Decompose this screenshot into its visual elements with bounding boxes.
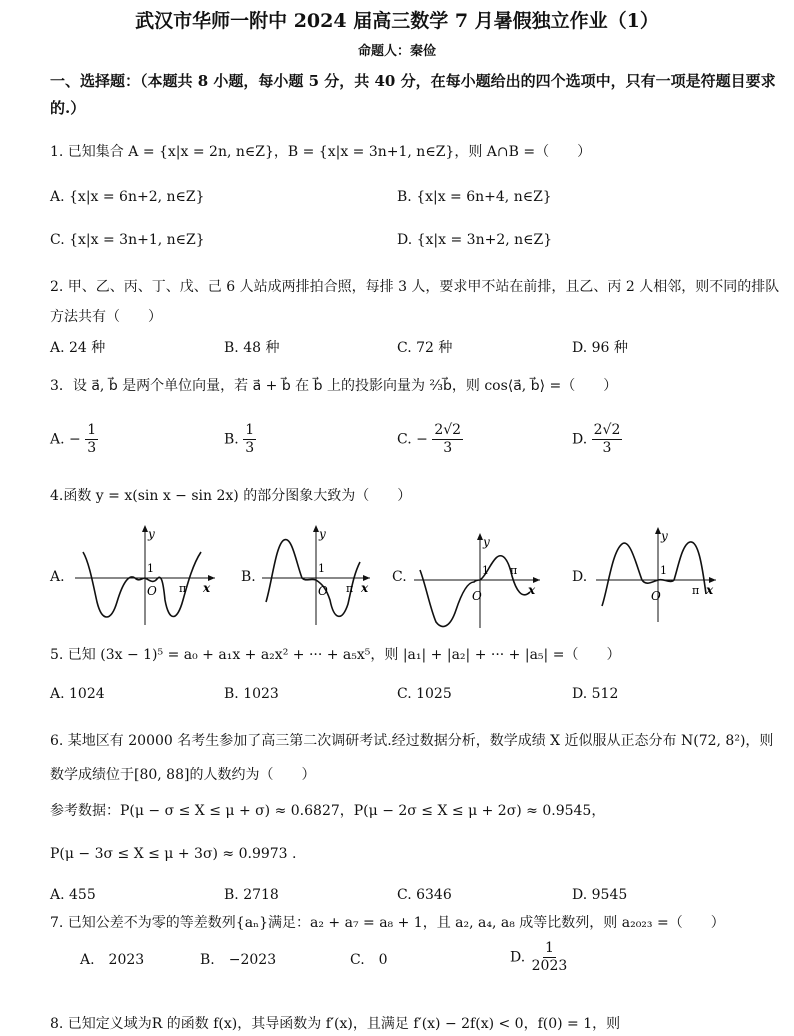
q4-graph-d xyxy=(596,524,720,624)
q4-b-origin: O xyxy=(318,584,328,598)
question-4-stem: 4.函数 y = x(sin x − sin 2x) 的部分图象大致为（ ） xyxy=(50,488,412,504)
question-6-stem: 6. 某地区有 20000 名考生参加了高三第二次调研考试.经过数据分析，数学成绩 X 近似服从正态分布 N(72, 8²)，则数学成绩位于[80, 88]的人数约为（ ） xyxy=(50,733,774,783)
q4-c-origin: O xyxy=(472,589,482,603)
q4-option-b-label: B. xyxy=(241,569,256,585)
page-title: 武汉市华师一附中 2024 届高三数学 7 月暑假独立作业（1） xyxy=(135,10,659,32)
question-7-stem: 7. 已知公差不为零的等差数列{aₙ}满足：a₂ + a₇ = a₈ + 1，且 a₂, a₄, a₈ 成等比数列，则 a₂₀₂₃ =（ ） xyxy=(50,915,725,931)
q4-d-y-label: y xyxy=(661,529,668,543)
q6-option-c: C. 6346 xyxy=(397,887,452,903)
q4-a-tick-one: 1 xyxy=(147,562,154,575)
q5-option-d: D. 512 xyxy=(572,686,619,702)
q4-option-c-label: C. xyxy=(392,569,407,585)
q4-c-x-label: x xyxy=(528,583,536,597)
q4-option-a-label: A. xyxy=(50,569,65,585)
q4-b-y-label: y xyxy=(319,527,326,541)
q4-b-x-label: x xyxy=(361,581,369,595)
q4-d-origin: O xyxy=(651,589,661,603)
q7-option-d: D. $\frac{1}{2023}$ xyxy=(510,940,568,974)
q4-c-tick-one: 1 xyxy=(482,564,489,577)
q1-option-c: C. {x|x = 3n+1, n∈Z} xyxy=(50,232,205,248)
q4-option-d-label: D. xyxy=(572,569,588,585)
author-line: 命题人：秦俭 xyxy=(357,44,436,59)
q3-option-c: C. − $\frac{2√2}{3}$ xyxy=(397,422,462,456)
q5-option-a: A. 1024 xyxy=(50,686,105,702)
q3-option-d: D. $\frac{2√2}{3}$ xyxy=(572,422,621,456)
q4-c-y-label: y xyxy=(483,535,490,549)
question-2-stem: 2. 甲、乙、丙、丁、戊、己 6 人站成两排拍合照，每排 3 人，要求甲不站在前排，且乙、丙 2 人相邻，则不同的排队方法共有（ ） xyxy=(50,279,780,325)
q2-option-a: A. 24 种 xyxy=(50,340,106,356)
question-3-stem: 3．设 a⃗, b⃗ 是两个单位向量，若 a⃗ + b⃗ 在 b⃗ 上的投影向量为 ⅔b⃗，则 cos⟨a⃗, b⃗⟩ =（ ） xyxy=(50,378,618,394)
question-8-stem: 8. 已知定义域为R 的函数 f(x)，其导函数为 f′(x)，且满足 f′(x) − 2f(x) < 0，f(0) = 1，则 xyxy=(50,1016,621,1032)
q1-option-b: B. {x|x = 6n+4, n∈Z} xyxy=(397,189,552,205)
q3-option-a: A. − $\frac{1}{3}$ xyxy=(50,422,97,456)
question-5-stem: 5. 已知 (3x − 1)⁵ = a₀ + a₁x + a₂x² + ··· + a₅x⁵，则 |a₁| + |a₂| + ··· + |a₅| =（ ） xyxy=(50,647,621,663)
q4-c-tick-pi: π xyxy=(510,564,518,577)
q4-a-y-label: y xyxy=(148,527,155,541)
q4-b-tick-one: 1 xyxy=(318,562,325,575)
q2-option-b: B. 48 种 xyxy=(224,340,280,356)
q4-b-tick-pi: π xyxy=(346,582,354,595)
question-1-stem: 1. 已知集合 A = {x|x = 2n, n∈Z}，B = {x|x = 3n+1, n∈Z}，则 A∩B =（ ） xyxy=(50,144,592,160)
q4-d-x-label: x xyxy=(706,583,714,597)
q7-option-b: B. −2023 xyxy=(200,952,277,968)
q6-reference-line-2: P(μ − 3σ ≤ X ≤ μ + 3σ) ≈ 0.9973 . xyxy=(50,846,297,862)
q4-a-x-label: x xyxy=(203,581,211,595)
q3-option-b: B. $\frac{1}{3}$ xyxy=(224,422,255,456)
q4-graph-a xyxy=(75,522,220,627)
q4-a-origin: O xyxy=(147,584,157,598)
q6-option-b: B. 2718 xyxy=(224,887,279,903)
q2-option-c: C. 72 种 xyxy=(397,340,453,356)
q7-option-a: A. 2023 xyxy=(80,952,145,968)
q5-option-c: C. 1025 xyxy=(397,686,452,702)
q4-graph-b xyxy=(262,522,374,627)
q4-a-tick-pi: π xyxy=(179,582,187,595)
q1-option-a: A. {x|x = 6n+2, n∈Z} xyxy=(50,189,205,205)
q7-option-c: C. 0 xyxy=(350,952,388,968)
q6-reference-line-1: 参考数据：P(μ − σ ≤ X ≤ μ + σ) ≈ 0.6827，P(μ − 2σ ≤ X ≤ μ + 2σ) ≈ 0.9545， xyxy=(50,803,606,819)
section-heading: 一、选择题：（本题共 8 小题，每小题 5 分，共 40 分，在每小题给出的四个选项中，只有一项是符题目要求的.） xyxy=(50,72,776,117)
q5-option-b: B. 1023 xyxy=(224,686,279,702)
q2-option-d: D. 96 种 xyxy=(572,340,628,356)
q4-d-tick-one: 1 xyxy=(660,564,667,577)
q6-option-d: D. 9545 xyxy=(572,887,628,903)
q6-option-a: A. 455 xyxy=(50,887,96,903)
q4-d-tick-pi: π xyxy=(692,584,700,597)
q4-graph-c xyxy=(414,530,544,630)
q1-option-d: D. {x|x = 3n+2, n∈Z} xyxy=(397,232,553,248)
